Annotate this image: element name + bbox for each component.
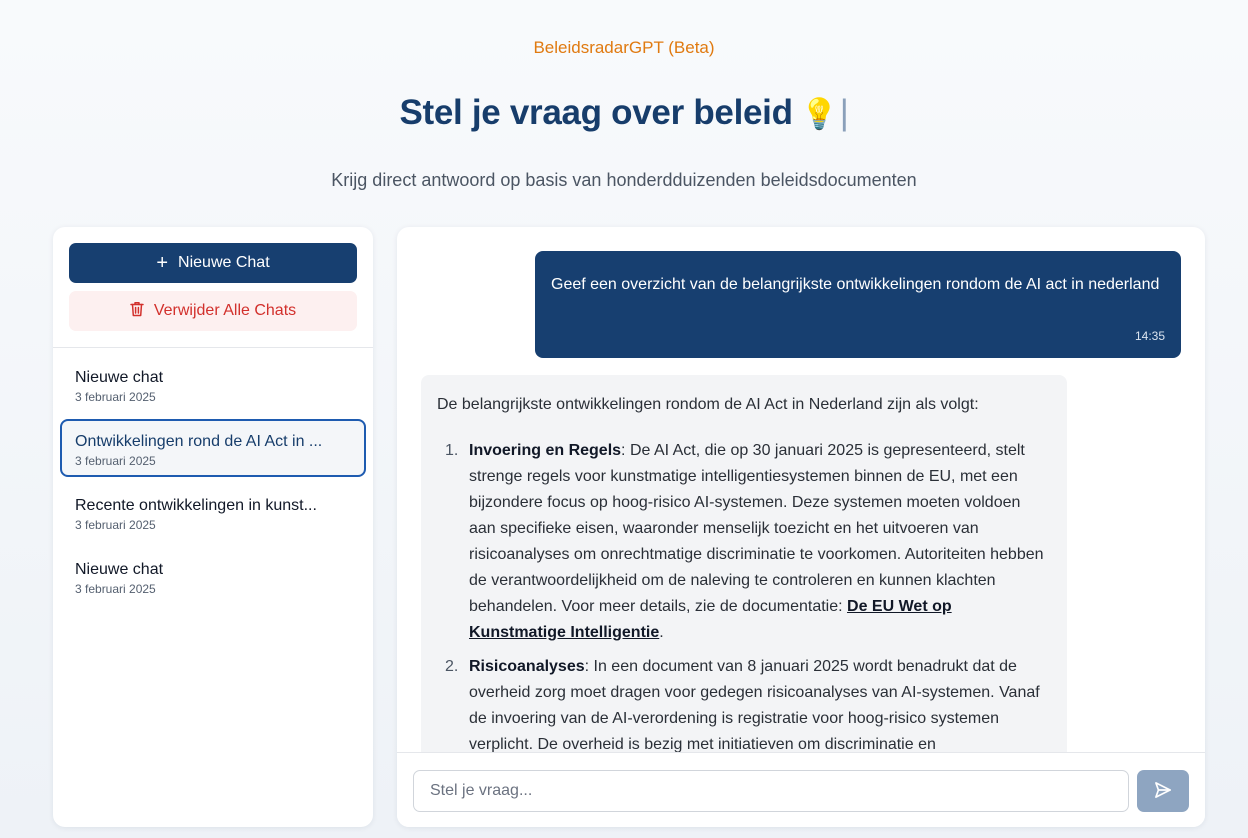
assistant-list-item: [437, 654, 1051, 752]
chat-item-title: Recente ontwikkelingen in kunst...: [75, 497, 317, 514]
new-chat-button[interactable]: [69, 243, 357, 283]
chat-history-list: [60, 355, 366, 611]
trash-icon: [130, 301, 144, 322]
chat-history-item[interactable]: [60, 547, 366, 605]
assistant-list-item: [437, 438, 1051, 646]
page-title: [0, 93, 1248, 133]
message-timestamp: 14:35: [1134, 329, 1165, 343]
item-text: : De AI Act, die op 30 januari 2025 is gepresenteerd, stelt strenge regels voor kunstmatige intelligentiesystemen binnen de EU, met een bijzondere focus op hoog-risico AI-systemen. Deze systemen moeten voldoen aan specifieke eisen, waaronder menselijk toezicht en het uitvoeren van risicoanalyses om onrechtmatige discriminatie te voorkomen. Autoriteiten hebben de verantwoordelijkheid om de naleving te controleren en kunnen klachten behandelen. Voor meer details, zie de documentatie:: [469, 442, 1044, 615]
page-subtitle: Krijg direct antwoord op basis van honderdduizenden beleidsdocumenten: [331, 170, 917, 190]
assistant-message: [421, 375, 1067, 752]
message-list[interactable]: [397, 227, 1205, 752]
chat-item-title: Ontwikkelingen rond de AI Act in ...: [75, 433, 323, 450]
chat-item-title: Nieuwe chat: [75, 369, 164, 386]
brand-label: BeleidsradarGPT (Beta): [533, 38, 715, 57]
plus-icon: +: [156, 252, 169, 274]
chat-panel: [397, 227, 1205, 827]
item-heading: Risicoanalyses: [469, 658, 585, 675]
chat-item-date: 3 februari 2025: [75, 582, 156, 596]
delete-all-chats-label: Verwijder Alle Chats: [153, 302, 297, 319]
new-chat-label: Nieuwe Chat: [178, 254, 270, 271]
assistant-intro: De belangrijkste ontwikkelingen rondom de AI Act in Nederland zijn als volgt:: [437, 396, 979, 413]
list-number: 1.: [445, 442, 459, 459]
item-heading: Invoering en Regels: [469, 442, 622, 459]
chat-history-item[interactable]: [60, 483, 366, 541]
page-title-text: Stel je vraag over beleid: [399, 93, 793, 132]
assistant-list: [437, 438, 1051, 752]
message-composer: [397, 752, 1205, 827]
chat-item-title: Nieuwe chat: [75, 561, 164, 578]
chat-history-item[interactable]: [60, 355, 366, 413]
question-input[interactable]: [413, 770, 1129, 812]
chat-item-date: 3 februari 2025: [75, 454, 156, 468]
delete-all-chats-button[interactable]: [69, 291, 357, 331]
send-icon: [1153, 780, 1173, 803]
chat-sidebar: [53, 227, 373, 827]
lightbulb-icon: 💡: [800, 98, 838, 131]
chat-item-date: 3 februari 2025: [75, 390, 156, 404]
chat-item-date: 3 februari 2025: [75, 518, 156, 532]
source-link[interactable]: De EU Wet op Kunstmatige Intelligentie: [469, 598, 952, 641]
item-text: : In een document van 8 januari 2025 wordt benadrukt dat de overheid zorg moet dragen voor gedegen risicoanalyses van AI-systemen. Vanaf de invoering van de AI-verordening is registratie voor hoog-risico systemen verplicht. De overheid is bezig met initiatieven om discriminatie en: [469, 658, 1040, 752]
user-message: [535, 251, 1181, 358]
item-text-end: .: [659, 624, 664, 641]
send-button[interactable]: [1137, 770, 1189, 812]
list-number: 2.: [445, 658, 459, 675]
chat-history-item-active[interactable]: [60, 419, 366, 477]
sidebar-divider: [53, 347, 373, 348]
typing-cursor: |: [839, 93, 849, 132]
user-message-text: Geef een overzicht van de belangrijkste ontwikkelingen rondom de AI act in nederland: [551, 276, 1160, 293]
